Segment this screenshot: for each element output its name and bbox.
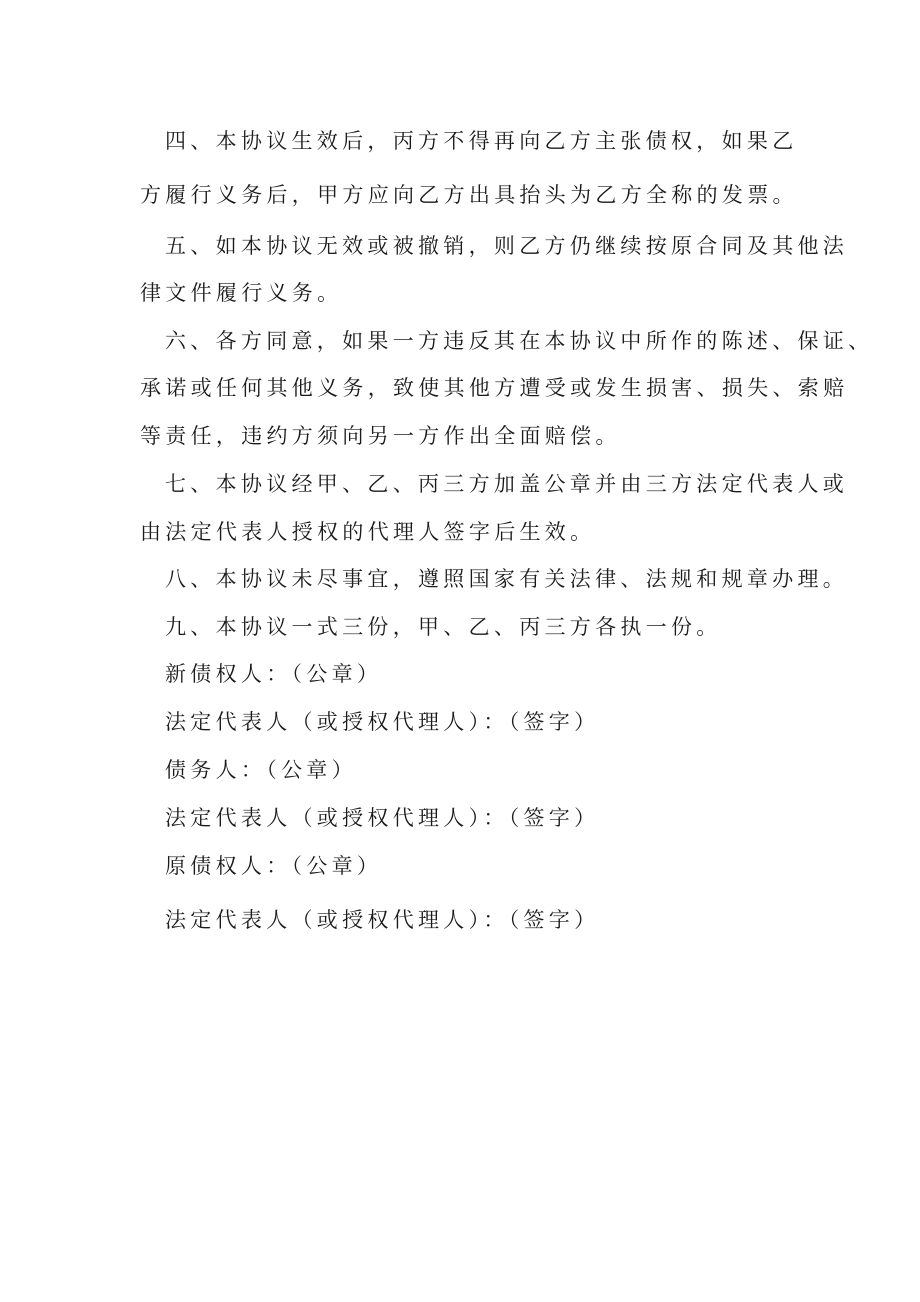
clause-5-line-1: 五、如本协议无效或被撤销，则乙方仍继续按原合同及其他法 (165, 234, 849, 258)
clause-4-line-2: 方履行义务后，甲方应向乙方出具抬头为乙方全称的发票。 (140, 183, 798, 207)
clause-7-line-2: 由法定代表人授权的代理人签字后生效。 (140, 520, 596, 544)
signature-debtor: 债务人：（公章） (165, 758, 357, 782)
clause-8-line-1: 八、本协议未尽事宜，遵照国家有关法律、法规和规章办理。 (165, 567, 849, 591)
clause-6-line-1: 六、各方同意，如果一方违反其在本协议中所作的陈述、保证、 (165, 329, 874, 353)
clause-6-line-3: 等责任，违约方须向另一方作出全面赔偿。 (140, 424, 621, 448)
signature-original-creditor-rep: 法定代表人（或授权代理人）：（签字） (165, 908, 600, 932)
clause-9-line-1: 九、本协议一式三份，甲、乙、丙三方各执一份。 (165, 615, 722, 639)
clause-5-line-2: 律文件履行义务。 (140, 281, 343, 305)
signature-new-creditor: 新债权人：（公章） (165, 662, 383, 686)
clause-4-line-1: 四、本协议生效后，丙方不得再向乙方主张债权，如果乙 (165, 129, 798, 153)
clause-7-line-1: 七、本协议经甲、乙、丙三方加盖公章并由三方法定代表人或 (165, 472, 849, 496)
signature-new-creditor-rep: 法定代表人（或授权代理人）：（签字） (165, 710, 600, 734)
clause-6-line-2: 承诺或任何其他义务，致使其他方遭受或发生损害、损失、索赔 (140, 376, 849, 400)
signature-debtor-rep: 法定代表人（或授权代理人）：（签字） (165, 806, 600, 830)
signature-original-creditor: 原债权人：（公章） (165, 854, 383, 878)
